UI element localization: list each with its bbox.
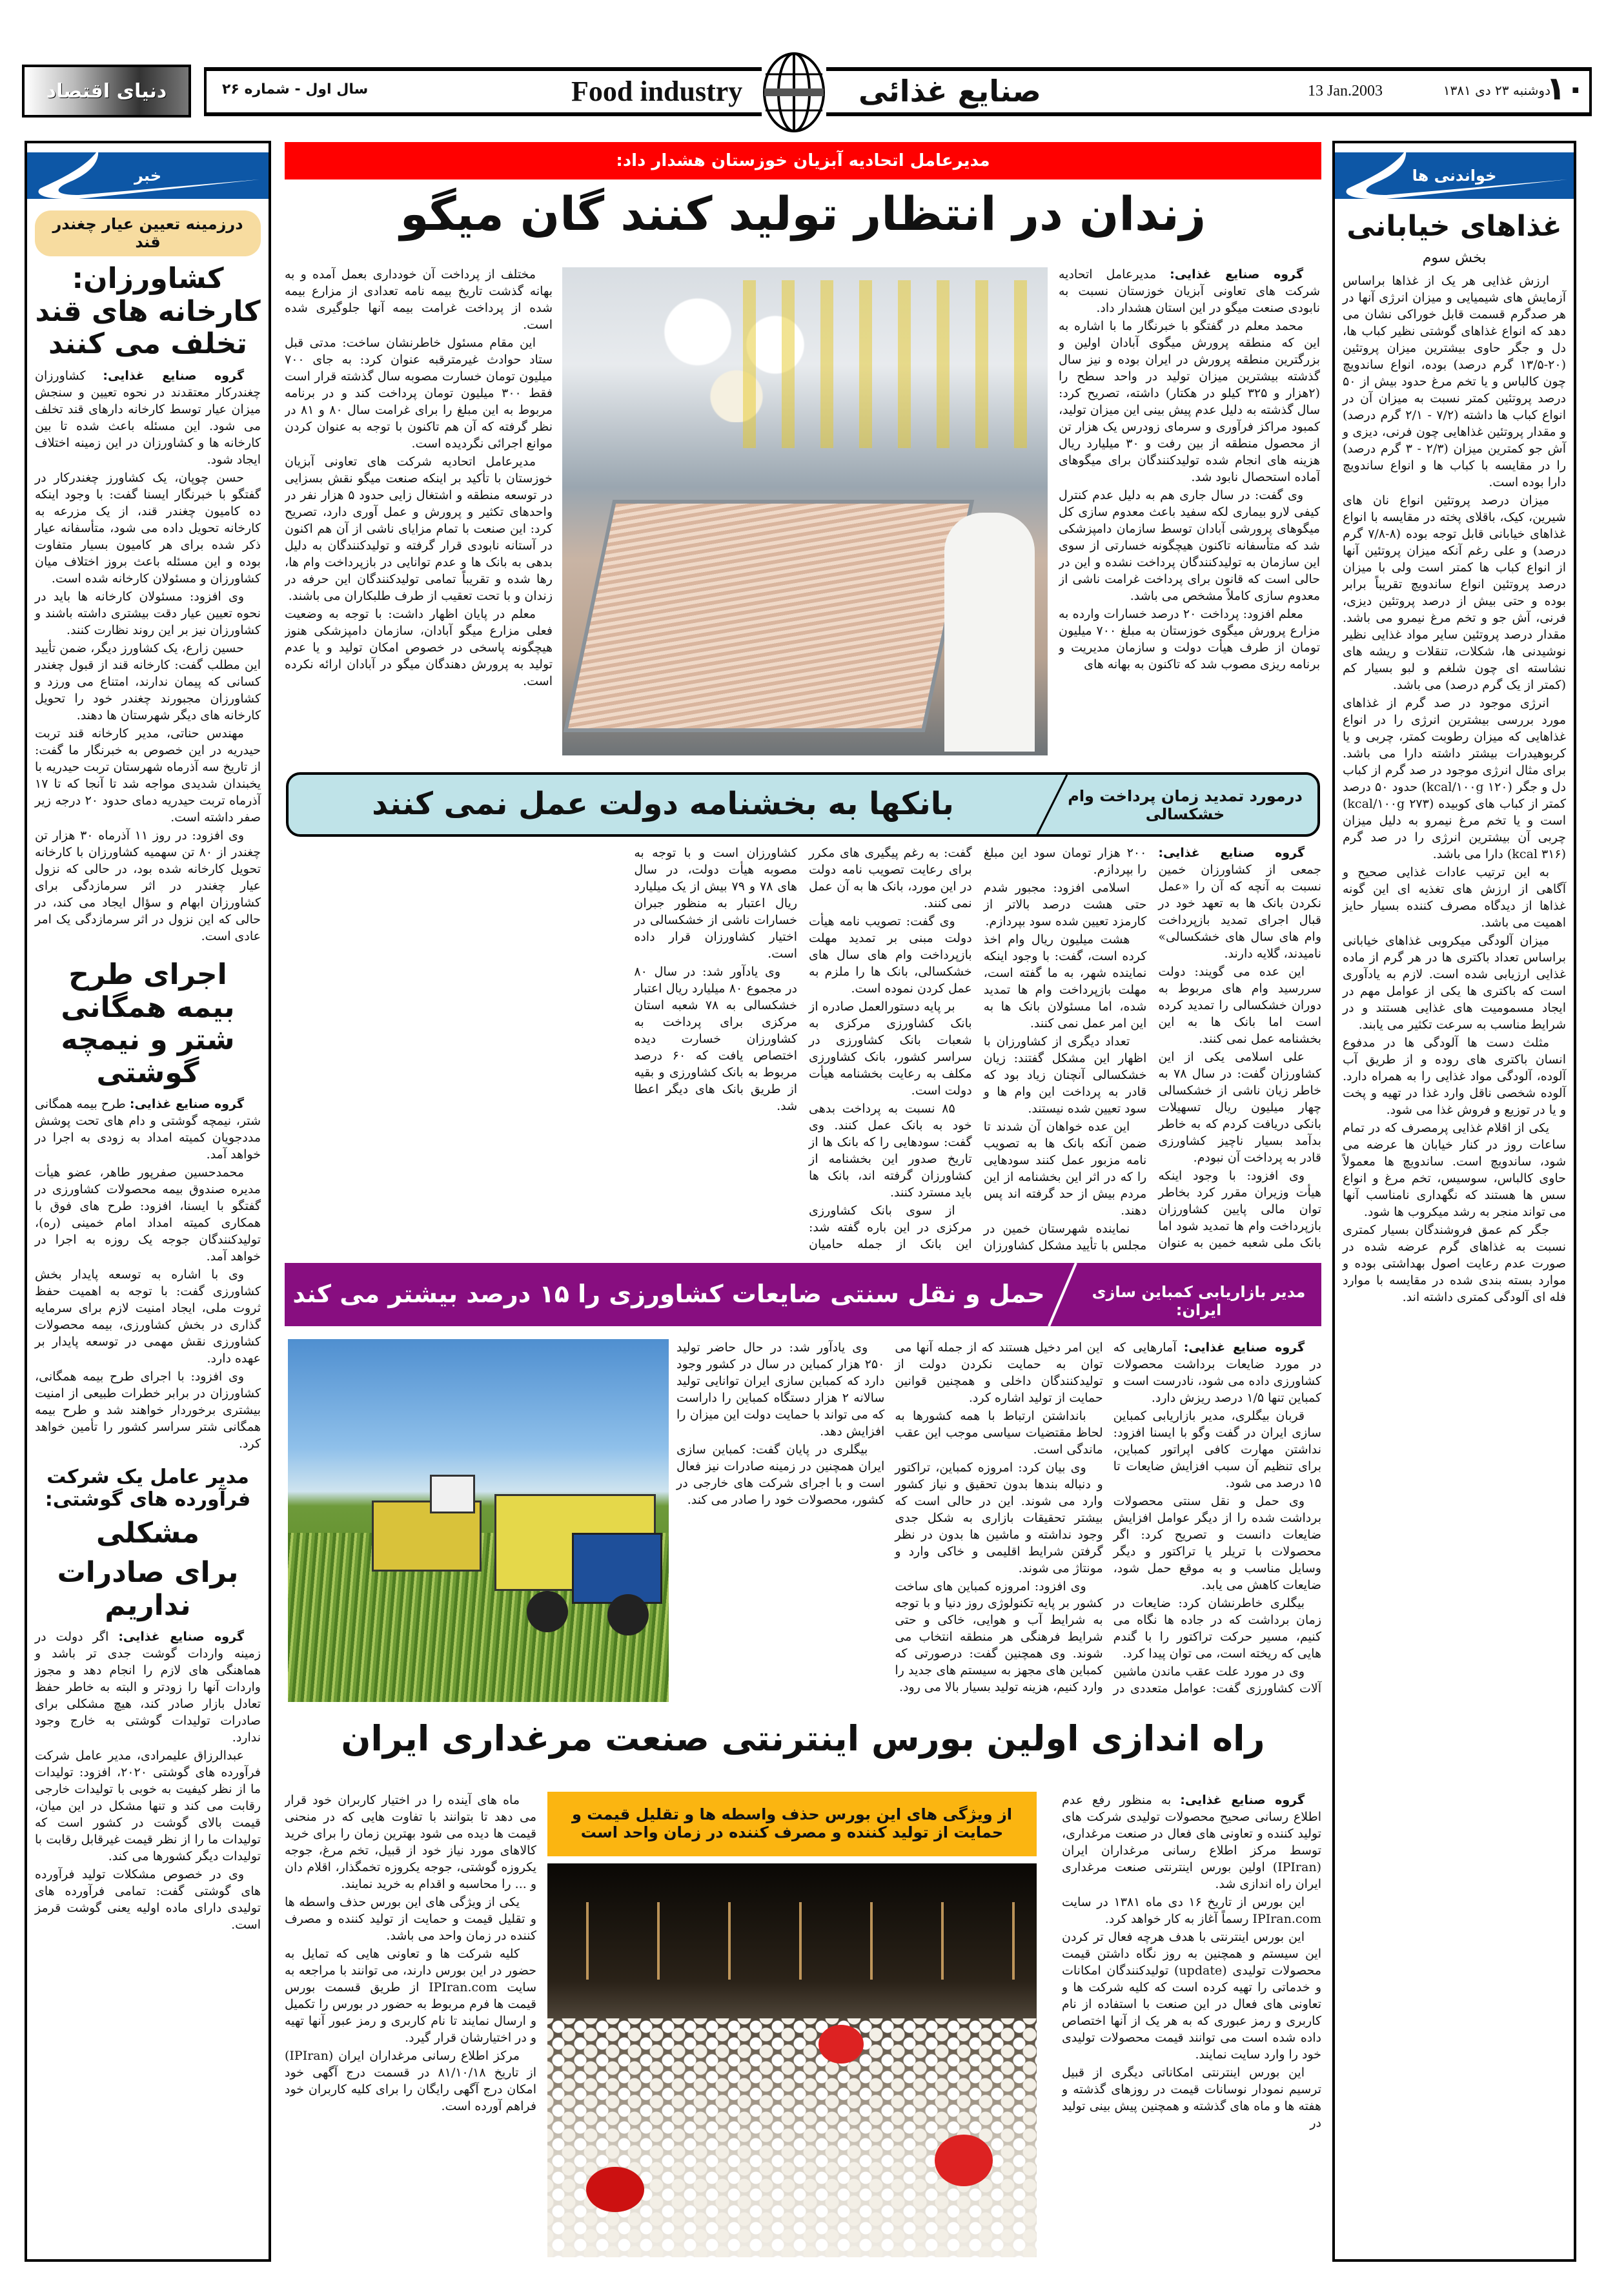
shrimp-headline: زندان در انتظار تولید کنند گان میگو xyxy=(400,187,1206,241)
meat-headline-2: برای صادرات نداریم xyxy=(57,1555,239,1622)
paragraph: حسن چوپان، یک کشاورز چغندرکار در گفتگو با خبرنگار ایسنا گفت: با وجود اینکه ده کامیون چغندر قند، از یک مزرعه به کارخانه تحویل داده می شود، متأسفانه عیار ذکر شده برای هر کامیون بسیار متفاوت بوده و این مسئله باعث بروز اختلاف میان کشاورزان و مسئولان کارخانه شده است. xyxy=(35,470,261,586)
lead-label: گروه صنایع غذایی: xyxy=(1158,846,1305,860)
title-en: Food industry xyxy=(571,76,743,107)
banks-headline: بانکها به بخشنامه دولت عمل نمی کنند xyxy=(372,786,954,822)
globe-icon xyxy=(762,52,826,133)
paragraph: وی یادآور شد: در سال ۸۰ در مجموع ۸۰ میلیارد ریال اعتبار خشکسالی به ۷۸ شعبه استان مرکزی برای پرداخت به کشاورزان خسارت دیده اختصاص یافت که ۶۰ درصد مربوط به بانک کشاورزی و بقیه از طریق بانک های دیگر اعطا شد. xyxy=(634,965,798,1113)
lead-label: گروه صنایع غذایی: xyxy=(1170,267,1303,282)
divider-slash xyxy=(1046,1263,1079,1326)
paragraph: کلیه شرکت ها و تعاونی هایی که تمایل به حضور در این بورس دارند، می توانند با مراجعه به سایت IPIran.com از طریق قسمت بورس قیمت ها فرم مربوط به حضور در بورس را تکمیل و ارسال نمایند تا نام کاربری و رمز عبور آنها تهیه و در اختیارشان قرار گیرد. xyxy=(285,1947,536,2045)
masthead-logo xyxy=(22,65,191,118)
page-header xyxy=(204,67,1592,116)
poultry-body-right xyxy=(1062,1792,1321,2257)
paragraph: انرژی موجود در صد گرم از غذاهای مورد بررسی بیشترین انرژی را در انواع غذاهایی که میزان رطوبت کمتر، چربی و یا کربوهیدرات بیشتر داشته دارا می باشد. برای مثال انرژی موجود در صد گرم از کباب دل و جگر (۱۲۰ kcal/۱۰۰g) حدود ۵۰ درصد کمتر از کباب های کوبیده (۲۷۳ kcal/۱۰۰g) است و یا تخم مرغ نیمرو به دلیل میزان چربی آن بیشترین انرژی را در صد گرم (۳۱۶ kcal) دارا می باشد. xyxy=(1343,695,1566,861)
paragraph: وی افزود: مسئولان کارخانه ها باید در نحوه تعیین عیار دقت بیشتری داشته باشند و کشاورزان نیز بر این روند نظارت کنند. xyxy=(35,589,261,637)
lead-label: گروه صنایع غذایی: xyxy=(129,1097,244,1112)
lead-label: گروه صنایع غذایی: xyxy=(118,1630,244,1645)
paragraph: از سوی بانک کشاورزی مرکزی در این باره گفته شد: این بانک از جمله حامیان کشاورزان است و با توجه به مصوبه هیأت دولت، در سال های ۷۸ و ۷۹ بیش از یک میلیارد ریال اعتبار به منظور جبران خسارات ناشی از خشکسالی در اختیار کشاورزان قرار داده است. xyxy=(634,846,972,1251)
title-fa: صنایع غذائی xyxy=(859,74,1041,108)
insurance-article-body xyxy=(35,1096,261,1453)
paragraph: وی یادآور شد: در حال حاضر تولید ۲۵۰ هزار کمباین در سال در کشور وجود دارد که کمباین سازی ایران توانایی تولید سالانه ۲ هزار دستگاه کمباین را داراست که می تواند با حمایت دولت این میزان را افزایش دهد. xyxy=(676,1340,885,1439)
meat-kicker: مدیر عامل یک شرکت فرآورده های گوشتی: xyxy=(45,1466,251,1511)
sugar-article-body xyxy=(35,367,261,946)
paragraph: معلم افزود: پرداخت ۲۰ درصد خسارات وارده به مزارع پرورش میگوی خوزستان به مبلغ ۷۰۰ میلیون تومان از طرف هیأت دولت و سازمان مدیریت و برنامه ریزی مصوب شد که تاکنون به بهانه های xyxy=(1059,607,1320,671)
paragraph: بر پایه دستورالعمل صادره از بانک کشاورزی مرکزی به شعبات بانک کشاورزی در سراسر کشور، بانک کشاورزی مکلف به رعایت بخشنامه هیأت دولت است. xyxy=(809,999,972,1098)
harvest-banner xyxy=(285,1263,1321,1326)
harvest-headline: حمل و نقل سنتی ضایعات کشاورزی را ۱۵ درصد بیشتر می کند xyxy=(292,1280,1045,1309)
paragraph: وی با اشاره به توسعه پایدار بخش کشاورزی گفت: با توجه به اهمیت حفظ ثروت ملی، ایجاد امنیت لازم برای سرمایه گذاری در بخش کشاورزی، بیمه محصولات کشاورزی نقش مهمی در توسعه پایدار بر عهده دارد. xyxy=(35,1267,261,1366)
sugar-headline: کشاورزان: کارخانه های قند تخلف می کنند xyxy=(35,262,261,361)
paragraph: وی افزود: امروزه کمباین های ساخت کشور بر پایه تکنولوژی روز دنیا و با توجه به شرایط آب و هوایی، خاکی و حتی شرایط فرهنگی هر منطقه انتخاب می شوند. وی همچنین گفت: درصورتی که کمباین های مجهز به سیستم های جدید را وارد کنیم، هزینه تولید بسیار بالا می رود. xyxy=(895,1579,1103,1694)
page-number: ۱۰ xyxy=(1545,70,1585,107)
paragraph: بانداشتن ارتباط با همه کشورها به لحاظ مقتضیات سیاسی موجب این عقب ماندگی است. xyxy=(895,1409,1103,1457)
paragraph: مرکز اطلاع رسانی مرغداران ایران (IPIran) از تاریخ ۸۱/۱۰/۱۸ در قسمت درج آگهی خود امکان درج آگهی رایگان را برای کلیه کاربران خود فراهم آورده است. xyxy=(285,2049,536,2113)
harvest-article-body xyxy=(676,1339,1321,1704)
paragraph: بیگلری در پایان گفت: کمباین سازی ایران همچنین در زمینه صادرات نیز فعال است و با اجرای شرکت های خارجی در کشور، محصولات خود را صادر می کند. xyxy=(676,1442,885,1507)
paragraph: تعداد دیگری از کشاورزان با اظهار این مشکل گفتند: زیان خشکسالی آنچنان زیاد بود که قادر به پرداخت این وام ها و سود تعیین شده نیستند. xyxy=(983,1034,1147,1116)
paragraph: محمدحسین صفرپور طاهر، عضو هیأت مدیره صندوق بیمه محصولات کشاورزی در گفتگو با ایسنا، افزود: طرح های فوق با همکاری کمیته امداد امام خمینی (ره)، تولیدکنندگان جوجه یک روزه به اجرا در خواهد آمد. xyxy=(35,1165,261,1264)
issue-info: سال اول - شماره ۲۶ xyxy=(222,81,369,97)
paragraph: مختلف از پرداخت آن خودداری بعمل آمده و به بهانه گذشت تاریخ بیمه نامه تعدادی از مزارع بیمه شده از پرداخت غرامت بیمه آنها جلوگیری شده است. xyxy=(285,267,553,332)
paragraph: قربان بیگلری، مدیر بازاریابی کمباین سازی ایران در گفت وگو با ایسنا افزود: نداشتن مهارت کافی اپراتور کمباین، برای تنظیم آن سبب افزایش ضایعات تا ۱۵ درصد می شود. xyxy=(1113,1409,1321,1490)
left-column xyxy=(25,141,271,2262)
paragraph: این بورس از تاریخ ۱۶ دی ماه ۱۳۸۱ در سایت IPIran.com رسماً آغاز به کار خواهد کرد. xyxy=(1062,1895,1321,1926)
paragraph: وی گفت: تصویب نامه هیأت دولت مبنی بر تمدید مهلت بازپرداخت وام های سال های خشکسالی، بانک ها را ملزم به عمل کردن نموده است. xyxy=(809,914,972,996)
lead-label: گروه صنایع غذایی: xyxy=(103,368,244,383)
harvest-kicker: مدیر بازاریابی کمباین سازی ایران: xyxy=(1092,1283,1306,1319)
chicken-farm-photo xyxy=(547,1863,1037,2257)
sugar-kicker: درزمینه تعیین عیار چغندر قند xyxy=(35,210,261,256)
paragraph: محمد معلم در گفتگو با خبرنگار ما با اشاره به این که منطقه پرورش میگوی آبادان اولین و بزرگترین منطقه پرورش در ایران بوده و نیز سال گذشته بیشترین میزان تولید در واحد سطح را (۲هزار و ۳۲۵ کیلو در هکتار) داشته، تصریح کرد: سال گذشته به دلیل عدم پیش بینی این میزان تولید، کمبود مراکز فرآوری و سرمای زودرس یک هزار تن از محصول منطقه از بین رفت و ۳۰ میلیارد ریال هزینه های انجام شده تولیدکنندگان برای میگوهای آماده استحصال نابود شد. xyxy=(1059,319,1320,484)
right-column-content xyxy=(1343,210,1566,1307)
paragraph: این مقام مسئول خاطرنشان ساخت: مدتی قبل ستاد حوادث غیرمترقبه عنوان کرد: به جای ۷۰۰ میلیون تومان خسارت مصوبه سال گذشته قرار است فقط ۳۰۰ میلیون تومان پرداخت کند و در برنامه مربوط به این مبلغ را برای غرامت سال ۸۰ و ۸۱ در نظر گرفته که آن هم تاکنون با توجه به عنوان کردن موانع اجرائی نگردیده است. xyxy=(285,336,553,451)
paragraph: جمعی از کشاورزان خمین نسبت به آنچه که آن را «عمل نکردن بانک ها به تعهد خود در قبال اجرای تمدید بازپرداخت وام های سال های خشکسالی» نامیدند، گلایه دارند. xyxy=(1158,863,1321,961)
paragraph: علی اسلامی یکی از این کشاورزان گفت: در سال ۷۸ به خاطر زیان ناشی از خشکسالی چهار میلیون ریال تسهیلات بانکی دریافت کردم که به خاطر بدآمد بسیار ناچیز کشاورزی قادر به پرداخت آن نبودم. xyxy=(1158,1050,1321,1165)
paragraph: آمارهایی که در مورد ضایعات برداشت محصولات کشاورزی داده می شود، نادرست است و کمباین تنها ۱/۵ درصد ریزش دارد. xyxy=(1113,1340,1321,1405)
shrimp-processing-photo xyxy=(562,267,1048,755)
paragraph: یکی از اقلام غذایی پرمصرف که در تمام ساعات روز در کنار خیابان ها عرضه می شود، ساندویچ است. ساندویچ ها معمولاً حاوی کالباس، سوسیس، تخم مرغ و انواع سس ها هستند که نگهداری نامناسب آنها می تواند منجر به رشد میکروب ها شود. xyxy=(1343,1120,1566,1219)
paragraph: عبدالرزاق علیمرادی، مدیر عامل شرکت فرآورده های گوشتی ۲۰۲۰، افزود: تولیدات ما از نظر کیفیت به خوبی با تولیدات خارجی رقابت می کند و تنها مشکل در این میان، قیمت بالای گوشت در کشور است که تولیدات ما را از نظر قیمت غیرقابل رقابت با تولیدات دیگر کشورها می کند. xyxy=(35,1748,261,1864)
shrimp-kicker-banner: مدیرعامل اتحادیه آبزیان خوزستان هشدار داد: xyxy=(285,142,1321,179)
banks-article-body xyxy=(285,845,1321,1258)
section-title: خواندنی ها xyxy=(1412,167,1497,185)
paragraph: اگر دولت در زمینه واردات گوشت جدی تر باشد و هماهنگی های لازم را انجام دهد و مجوز واردات آنها را زودتر و البته به خاطر حفظ تعادل بازار صادر کند، هیچ مشکلی برای صادرات تولیدات گوشتی به خارج وجود ندارد. xyxy=(35,1630,261,1745)
paragraph: هشت میلیون ریال وام اخذ کرده است، گفت: با وجود اینکه نماینده شهر، به ما گفته است، مهلت بازپرداخت وام ها تمدید شده، اما مسئولان بانک ها به این امر عمل نمی کنند. xyxy=(983,932,1147,1030)
paragraph: این عده می گویند: دولت سررسید وام های مربوط به دوران خشکسالی را تمدید کرده است اما بانک ها به این بخشنامه عمل نمی کنند. xyxy=(1158,965,1321,1046)
paragraph: معلم در پایان اظهار داشت: با توجه به وضعیت فعلی مزارع میگو آبادان، سازمان دامپزشکی هنوز هیچگونه پاسخی در خصوص امکان تولید و یا عدم تولید به پرورش دهندگان میگو در آبادان ارائه نکرده است. xyxy=(285,607,553,688)
paragraph: مدیرعامل اتحادیه شرکت های تعاونی آبزیان خوزستان با تأکید بر اینکه صنعت میگو نقش بسزایی در توسعه منطقه و اشتغال زایی حدود ۵ هزار نفر در واحدهای تکثیر و پرورش و عمل آوری دارد، تصریح کرد: این صنعت با تمام مزایای ناشی از آن هم اکنون در آستانه نابودی قرار گرفته و تولیدکنندگان به دلیل بدهی به بانک ها و عدم توانایی در بازپرداخت وام ها، رها شده و تقریباً تمامی تولیدکنندگان این حرفه در زندان و با تحت تعقیب از طرف طلبکاران می باشند. xyxy=(285,455,553,603)
paragraph: به منظور رفع عدم اطلاع رسانی صحیح محصولات تولیدی شرکت های تولید کننده و تعاونی های فعال در صنعت مرغداری، توسط مرکز اطلاع رسانی مرغداران ایران (IPIran) اولین بورس اینترنتی صنعت مرغداری ایران راه اندازی شد. xyxy=(1062,1793,1321,1891)
street-food-headline: غذاهای خیابانی xyxy=(1347,210,1562,243)
section-header-readings xyxy=(1335,143,1574,208)
paragraph: وی افزود: با وجود اینکه هیأت وزیران مقرر کرد بخاطر توان مالی پایین کشاورزان بازپرداخت وام ها تمدید شود اما بانک ملی شعبه خمین به عنوان ۲۰۰ هزار تومان سود این مبلغ را بپردازم. xyxy=(983,846,1321,1250)
left-column-content xyxy=(35,210,261,1934)
poultry-callout: از ویژگی های این بورس حذف واسطه ها و تقلیل قیمت و حمایت از تولید کننده و مصرف کننده در زمان واحد است xyxy=(547,1792,1037,1856)
paragraph: کشاورزان چغندرکار معتقدند در نحوه تعیین و سنجش میزان عیار توسط کارخانه دارهای قند تخلف می شود. این مسئله باعث شده تا بین کارخانه ها و کشاورزان در این زمینه اختلاف ایجاد شود. xyxy=(35,368,261,467)
paragraph: وی گفت: در سال جاری هم به دلیل عدم کنترل کیفی لارو بیماری لکه سفید باعث معدوم سازی کل میگوهای پرورشی آبادان توسط سازمان دامپزشکی شد که متأسفانه تاکنون هیچگونه خسارتی از سوی این سازمان به تولیدکنندگان پرداخت نشده و این در حالی است که قانون برای پرداخت غرامت ناشی از معدوم سازی کاملاً مشخص می باشد. xyxy=(1059,488,1320,603)
paragraph: نماینده شهرستان خمین در مجلس با تأیید مشکل کشاورزان گفت: به رغم پیگیری های مکرر برای رعایت تصویب نامه دولت در این مورد، بانک ها به آن عمل نمی کنند. xyxy=(809,846,1147,1253)
paragraph: وی بیان کرد: امروزه کمباین، تراکتور و دنباله بندها بدون تحقیق و نیاز کشور وارد می شوند. این در حالی است که بیشتر تحقیقات بازاری به شکل جدی وجود نداشته و ماشین ها بدون در نظر گرفتن شرایط اقلیمی و خاکی وارد و مونتاژ می شوند. xyxy=(895,1461,1103,1575)
poultry-body-left xyxy=(285,1792,536,2257)
paragraph: وی افزود: در روز ۱۱ آذرماه ۳۰ هزار تن چغندر از ۸۰ تن سهمیه کشاورزان با کارخانه تحویل کارخانه شده بود، در حالی که نزول عیار چغندر در اثر سرمازدگی برای کشاورزان ابهام و سؤال ایجاد می کند، در حالی که این نزول در اثر سرمازدگی یک امر عادی است. xyxy=(35,828,261,943)
paragraph: جگر کم عمق فروشندگان بسیار کمتری نسبت به غذاهای گرم عرضه شده در صورت عدم رعایت اصول بهداشتی بوده و موارد بسته بندی شده در مقایسه با موارد فله ای آلودگی کمتری داشته اند. xyxy=(1343,1222,1566,1304)
paragraph: میزان درصد پروتئین انواع نان های شیرین، کیک، باقلای پخته در مقایسه با انواع غذاهای خیابانی قابل توجه بوده (۸-۷/۸ گرم درصد) و علی رغم آنکه میزان پروتئین آنها از انواع کباب ها کمتر است ولی با میزان درصد پروتئین انواع ساندویچ تقریباً برابر بوده و حتی بیش از درصد پروتئین دیزی، فرنی، آش جو و تخم مرغ نیمرو می باشد. مقدار درصد پروتئین سایر مواد غذایی نظیر نوشیدنی ها، شکلات، تنقلات و ریشه های نشاسته ای چون شلغم و لبو بسیار کم (کمتر از یک گرم درصد) می باشد. xyxy=(1343,493,1566,692)
paragraph: وی در مورد علت عقب ماندن ماشین آلات کشاورزی گفت: عوامل متعددی در این امر دخیل هستند که از جمله آنها می توان به حمایت نکردن دولت از تولیدکنندگان داخلی و همچنین قوانین حمایت از تولید اشاره کرد. xyxy=(895,1340,1321,1696)
paragraph: مهندس حناتی، مدیر کارخانه قند تربت حیدریه در این خصوص به خبرنگار ما گفت: از تاریخ سه آذرماه شهرستان تربت حیدریه با یخبندان شدیدی مواجه شد تا آنجا که تا ۱۷ آذرماه تربت حیدریه دمای حدود ۲۰ درجه زیر صفر داشته است. xyxy=(35,726,261,825)
insurance-headline: اجرای طرح بیمه همگانی شتر و نیمچه گوشتی xyxy=(61,958,235,1089)
date-fa: دوشنبه ۲۳ دی ۱۳۸۱ xyxy=(1443,83,1550,98)
lead-label: گروه صنایع غذایی: xyxy=(1183,1340,1305,1355)
street-food-body xyxy=(1343,272,1566,1307)
section-title: خبر xyxy=(134,167,162,185)
paragraph: طرح بیمه همگانی شتر، نیمچه گوشتی و دام های تحت پوشش مددجویان کمیته امداد به زودی به اجرا در خواهد آمد. xyxy=(35,1097,261,1162)
paragraph: بیگلری خاطرنشان کرد: ضایعات در زمان برداشت که در جاده ها نگاه می کنیم، مسیر حرکت تراکتور را با گندم هایی که ریخته است، می توان پیدا کرد. xyxy=(1113,1596,1321,1661)
paragraph: وی در خصوص مشکلات تولید فرآورده های گوشتی گفت: تمامی فرآورده های تولیدی دارای ماده اولیه یعنی گوشت قرمز است. xyxy=(35,1867,261,1932)
shrimp-body-left xyxy=(285,266,553,757)
paragraph: مثلث دست ها آلودگی ها در مدفوع انسان باکتری های روده و از طریق آب آلوده، آلودگی مواد غذایی را به همراه دارد. آلوده شخصی ناقل وارد غذا در تهیه و پخت و یا در توزیع و فروش غذا می شود. xyxy=(1343,1035,1566,1117)
paragraph: این بورس اینترنتی با هدف هرچه فعال تر کردن این سیستم و همچنین به روز نگاه داشتن قیمت محصولات تولیدی (update) تولیدکنندگان امکانات و خدماتی را تهیه کرده است که کلیه شرکت ها و تعاونی های فعال در این صنعت با استفاده از نام کاربری و رمز عبوری که به هر یک از آنها اختصاص داده شده است می توانند قیمت محصولات تولیدی خود را وارد سایت نمایند. xyxy=(1062,1930,1321,2062)
series-part: بخش سوم xyxy=(1422,249,1487,266)
banks-kicker: درمورد تمدید زمان پرداخت وام خشکسالی xyxy=(1068,787,1303,823)
meat-headline-1: مشکلی xyxy=(96,1517,200,1550)
paragraph: میزان آلودگی میکروبی غذاهای خیابانی براساس تعداد باکتری ها در هر گرم از ماده غذایی ارزیابی شده است. لازم به یادآوری است که باکتری ها یکی از عوامل مهم در ایجاد مسمومیت های غذایی هستند و در شرایط مناسب به سرعت تکثیر می یابند. xyxy=(1343,933,1566,1032)
right-column xyxy=(1332,141,1576,2262)
shrimp-body-right xyxy=(1059,266,1320,757)
paragraph: این عده خواهان آن شدند تا ضمن آنکه بانک ها به تصویب نامه مزبور عمل کنند سودهایی را که در اثر این بخشنامه از این مردم بیش از حد گرفته اند پس دهند. xyxy=(983,1120,1147,1218)
section-header-news xyxy=(27,143,269,208)
lead-label: گروه صنایع غذایی: xyxy=(1180,1793,1305,1807)
date-en: 13 Jan.2003 xyxy=(1308,83,1383,99)
meat-article-body xyxy=(35,1628,261,1934)
paragraph: به این ترتیب عادات غذایی صحیح و آگاهی از ارزش های تغذیه ای این گونه غذاها از دیدگاه مصرف کننده بسیار حایز اهمیت می باشد. xyxy=(1343,865,1566,930)
paragraph: اسلامی افزود: مجبور شدم حتی هشت درصد بالاتر از کارمزد تعیین شده سود بپردازم. xyxy=(983,881,1147,928)
paragraph: این بورس اینترنتی امکاناتی دیگری از قبیل ترسیم نمودار نوسانات قیمت در روزهای گذشته و هفته ها و ماه های گذشته و همچنین پیش بینی تولید در xyxy=(1062,2065,1321,2130)
paragraph: مدیرعامل اتحادیه شرکت های تعاونی آبزیان خوزستان نسبت به نابودی صنعت میگو در این استان هشدار داد. xyxy=(1059,267,1320,315)
paragraph: ماه های آینده را در اختیار کاربران خود قرار می دهد تا بتوانند با تفاوت هایی که در منحنی قیمت ها دیده می شود بهترین زمان را برای خرید کالاهای مورد نیاز خود از قبیل، تخم مرغ، جوجه یکروزه گوشتی، جوجه یکروزه تخمگذار، اقلام دان و ... را محاسبه و اقدام به خرید نمایند. xyxy=(285,1793,536,1891)
harvester-photo xyxy=(288,1339,669,1702)
divider-slash xyxy=(1031,775,1070,837)
banks-banner xyxy=(286,772,1320,837)
paragraph: یکی از ویژگی های این بورس حذف واسطه ها و تقلیل قیمت و حمایت از تولید کننده و مصرف کننده در زمان واحد می باشد. xyxy=(285,1895,536,1943)
paragraph: وی افزود: با اجرای طرح بیمه همگانی، کشاورزان در برابر خطرات طبیعی از امنیت بیشتری برخوردار خواهند شد و طرح بیمه همگانی شتر سراسر کشور را تأمین خواهد کرد. xyxy=(35,1369,261,1451)
paragraph: وی حمل و نقل سنتی محصولات برداشت شده را از دیگر عوامل افزایش ضایعات دانست و تصریح کرد: اگر محصولات با تریلر یا تراکتور و دیگر وسایل مناسب و به موقع حمل شود، ضایعات کاهش می یابد. xyxy=(1113,1494,1321,1592)
paragraph: حسین زارع، یک کشاورز دیگر، ضمن تأیید این مطلب گفت: کارخانه قند از قبول چغندر کسانی که پیمان ندارند، امتناع می ورزد و کشاورزان مجبورند چغندر خود را تحویل کارخانه های دیگر شهرستان ها دهند. xyxy=(35,641,261,723)
paragraph: ارزش غذایی هر یک از غذاها براساس آزمایش های شیمیایی و میزان انرژی آنها در هر صدگرم قسمت قابل خوراکی نشان می دهد که انواع غذاهای گوشتی نظیر کباب ها، دل و جگر حاوی بیشترین میزان پروتئین (۲۰-۱۳/۵ گرم درصد) بوده، انواع ساندویچ چون کالباس و یا تخم مرغ حدود بیش از ۵۰ درصد پروتئین کمتر نسبت به میزان آن در انواع کباب ها داشته (۷/۲ - ۲/۱ گرم درصد) و مقدار پروتئین غذاهایی چون فرنی، دیزی و آش جو کمترین میزان (۲/۳ - ۳ گرم درصد) را در مقایسه با کباب ها و انواع ساندویچ دارا بوده است. xyxy=(1343,273,1567,489)
paragraph: ۸۵ نسبت به پرداخت بدهی خود به بانک عمل کنند. وی گفت: سودهایی را که بانک ها از تاریخ صدور این بخشنامه از کشاورزان گرفته اند، بانک ها باید مسترد کنند. xyxy=(809,1102,972,1200)
poultry-headline: راه اندازی اولین بورس اینترنتی صنعت مرغداری ایران xyxy=(341,1718,1265,1759)
logo-text: دنیای اقتصاد xyxy=(46,79,167,103)
